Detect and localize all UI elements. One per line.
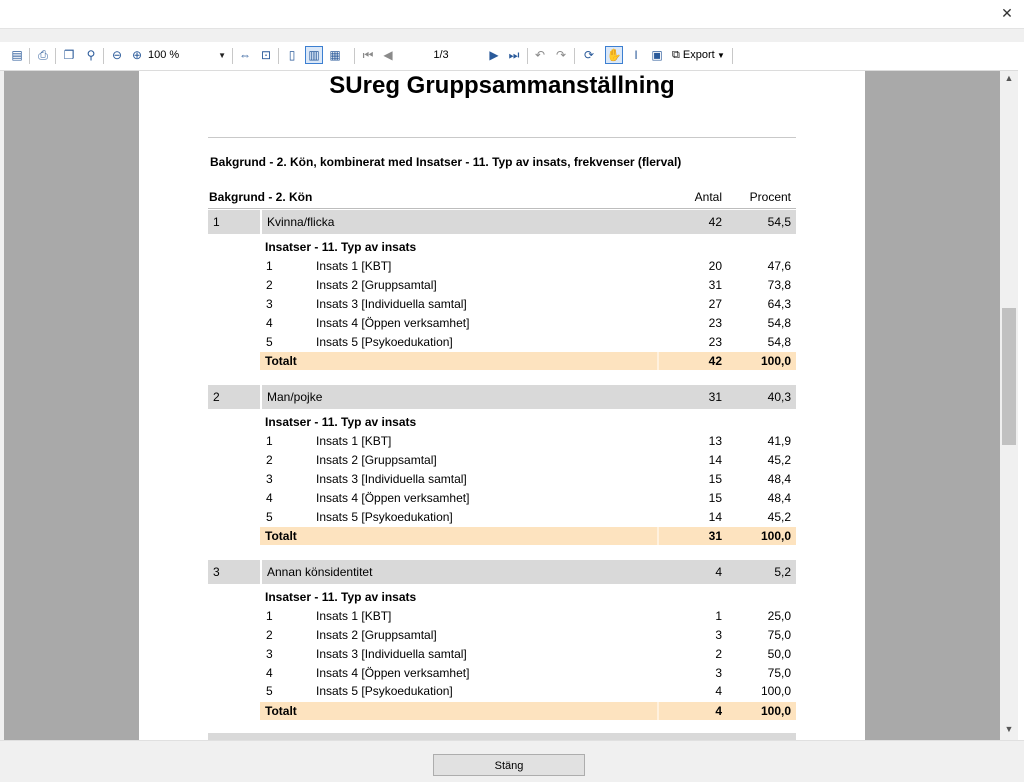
row-percent: 64,3 [767,297,791,311]
group-row [208,560,796,584]
row-count: 15 [708,472,722,486]
total-count: 31 [708,529,722,543]
total-row [260,527,796,545]
group-name: Man/pojke [260,385,663,409]
sub-title: Insatser - 11. Typ av insats [265,240,417,254]
row-percent: 41,9 [767,434,791,448]
continuous-page-icon[interactable]: ▥ [305,46,323,64]
row-number: 2 [266,628,273,642]
table-row [260,452,796,470]
group-number: 3 [213,565,220,579]
group-count: 31 [708,390,722,404]
table-row [260,277,796,295]
toolbar-separator [103,48,104,64]
row-text: Insats 3 [Individuella samtal] [316,297,467,311]
total-row [260,352,796,370]
row-number: 1 [266,609,273,623]
row-number: 3 [266,297,273,311]
row-count: 31 [708,278,722,292]
zoom-in-icon[interactable]: ⊕ [131,48,143,62]
group-row [208,385,796,409]
total-percent: 100,0 [760,354,791,368]
row-text: Insats 1 [KBT] [316,609,392,623]
row-text: Insats 2 [Gruppsamtal] [316,628,437,642]
row-number: 4 [266,666,273,680]
row-count: 3 [715,666,722,680]
toolbar-separator [232,48,233,64]
chevron-down-icon: ▼ [714,51,725,60]
chevron-down-icon: ▼ [218,51,226,60]
print-icon[interactable]: ⎙ [38,47,48,62]
toolbar-separator [29,48,30,64]
snapshot-icon[interactable]: ▣ [651,48,663,62]
row-text: Insats 1 [KBT] [316,434,392,448]
row-text: Insats 4 [Öppen verksamhet] [316,491,470,505]
row-percent: 48,4 [767,491,791,505]
scroll-up-icon[interactable]: ▲ [1004,73,1014,83]
row-number: 4 [266,316,273,330]
row-percent: 48,4 [767,472,791,486]
top-strip [0,28,1024,43]
row-text: Insats 2 [Gruppsamtal] [316,453,437,467]
row-number: 2 [266,278,273,292]
header-percent: Procent [749,190,791,204]
row-number: 1 [266,259,273,273]
row-percent: 25,0 [767,609,791,623]
report-viewport[interactable] [4,71,1000,740]
toolbar-separator [574,48,575,64]
row-count: 23 [708,316,722,330]
close-icon[interactable]: ✕ [1001,5,1013,21]
export-label: Export [682,49,715,61]
select-text-icon[interactable]: I [634,48,638,62]
table-row [260,334,796,352]
close-button[interactable]: Stäng [433,754,585,776]
row-count: 20 [708,259,722,273]
row-number: 4 [266,491,273,505]
back-icon[interactable]: ↶ [534,48,546,62]
total-label: Totalt [265,529,297,543]
row-number: 5 [266,684,273,698]
scroll-down-icon[interactable]: ▼ [1004,724,1014,734]
table-row [260,665,796,683]
row-percent: 75,0 [767,666,791,680]
row-text: Insats 5 [Psykoedukation] [316,684,453,698]
viewer-toolbar [0,42,1024,71]
total-count: 4 [715,704,722,718]
next-page-icon[interactable]: ▶ [489,48,499,62]
sub-title: Insatser - 11. Typ av insats [265,415,417,429]
toolbar-separator [732,48,733,64]
table-row [260,646,796,664]
report-page [139,71,865,740]
refresh-icon[interactable]: ⟳ [583,48,595,62]
total-label: Totalt [265,354,297,368]
fit-width-icon[interactable]: ⇔ [239,48,251,62]
row-text: Insats 3 [Individuella samtal] [316,472,467,486]
row-count: 14 [708,453,722,467]
table-row [260,471,796,489]
row-text: Insats 2 [Gruppsamtal] [316,278,437,292]
header-label: Bakgrund - 2. Kön [209,190,313,204]
header-divider [208,208,796,209]
row-count: 14 [708,510,722,524]
hand-tool-icon[interactable]: ✋ [606,48,622,62]
export-icon: ⧉ [672,49,683,61]
table-row [260,315,796,333]
row-count: 15 [708,491,722,505]
total-label: Totalt [265,704,297,718]
report-subtitle: Bakgrund - 2. Kön, kombinerat med Insatser - 11. Typ av insats, frekvenser (flerval) [210,155,682,169]
total-percent: 100,0 [760,704,791,718]
row-count: 23 [708,335,722,349]
sub-title: Insatser - 11. Typ av insats [265,590,417,604]
export-dropdown[interactable] [672,47,725,64]
table-row [260,608,796,626]
group-row [208,210,796,234]
group-percent: 5,2 [774,565,791,579]
zoom-value: 100 % [148,49,180,61]
zoom-out-icon[interactable]: ⊖ [111,48,123,62]
total-count: 42 [708,354,722,368]
row-number: 5 [266,335,273,349]
row-count: 27 [708,297,722,311]
last-page-icon[interactable]: ⏭ [508,47,520,62]
total-percent: 100,0 [760,529,791,543]
row-number: 5 [266,510,273,524]
row-number: 3 [266,647,273,661]
group-count: 42 [708,215,722,229]
group-percent: 54,5 [767,215,791,229]
open-icon[interactable]: ▤ [11,48,23,62]
row-count: 13 [708,434,722,448]
total-divider [657,527,659,545]
table-row [260,258,796,276]
row-count: 1 [715,609,722,623]
page-indicator[interactable]: 1/3 [433,49,449,61]
find-icon[interactable]: ⚲ [86,48,96,62]
row-percent: 100,0 [760,684,791,698]
group-name: Annan könsidentitet [260,560,663,584]
group-name: Kvinna/flicka [260,210,663,234]
fit-page-icon[interactable]: ⊡ [260,48,272,62]
row-percent: 73,8 [767,278,791,292]
title-divider [208,137,796,138]
table-row [260,683,796,701]
row-percent: 54,8 [767,316,791,330]
total-divider [657,702,659,720]
total-divider [657,352,659,370]
scroll-thumb[interactable] [1002,308,1016,445]
row-count: 2 [715,647,722,661]
forward-icon[interactable]: ↷ [555,48,567,62]
table-row [260,509,796,527]
previous-page-icon[interactable]: ◀ [383,48,393,62]
group-number: 1 [213,215,220,229]
single-page-icon[interactable]: ▯ [288,48,296,62]
first-page-icon[interactable]: ⏮ [362,47,374,62]
row-number: 2 [266,453,273,467]
group-number: 2 [213,390,220,404]
zoom-select[interactable] [148,47,230,64]
row-text: Insats 4 [Öppen verksamhet] [316,666,470,680]
row-number: 3 [266,472,273,486]
row-count: 4 [715,684,722,698]
row-percent: 47,6 [767,259,791,273]
dialog-footer [0,740,1024,782]
header-count: Antal [694,190,722,204]
row-text: Insats 5 [Psykoedukation] [316,510,453,524]
table-header [208,190,796,208]
row-text: Insats 4 [Öppen verksamhet] [316,316,470,330]
row-count: 3 [715,628,722,642]
toolbar-separator [278,48,279,64]
row-percent: 54,8 [767,335,791,349]
table-row [260,433,796,451]
toolbar-separator [527,48,528,64]
row-number: 1 [266,434,273,448]
toolbar-separator [354,48,355,64]
toolbar-separator [55,48,56,64]
window-right-edge [1018,70,1024,741]
next-group-row [208,733,796,740]
row-percent: 45,2 [767,453,791,467]
copy-icon[interactable]: ❐ [63,48,75,62]
table-row [260,490,796,508]
group-count: 4 [715,565,722,579]
group-percent: 40,3 [767,390,791,404]
report-title: SUreg Gruppsammanställning [329,72,675,99]
window-titlebar [0,0,1024,28]
row-text: Insats 5 [Psykoedukation] [316,335,453,349]
row-text: Insats 1 [KBT] [316,259,392,273]
row-percent: 45,2 [767,510,791,524]
row-percent: 75,0 [767,628,791,642]
table-row [260,627,796,645]
row-percent: 50,0 [767,647,791,661]
row-text: Insats 3 [Individuella samtal] [316,647,467,661]
total-row [260,702,796,720]
table-row [260,296,796,314]
multi-page-icon[interactable]: ▦ [329,48,341,62]
vertical-scrollbar[interactable] [1000,71,1018,740]
